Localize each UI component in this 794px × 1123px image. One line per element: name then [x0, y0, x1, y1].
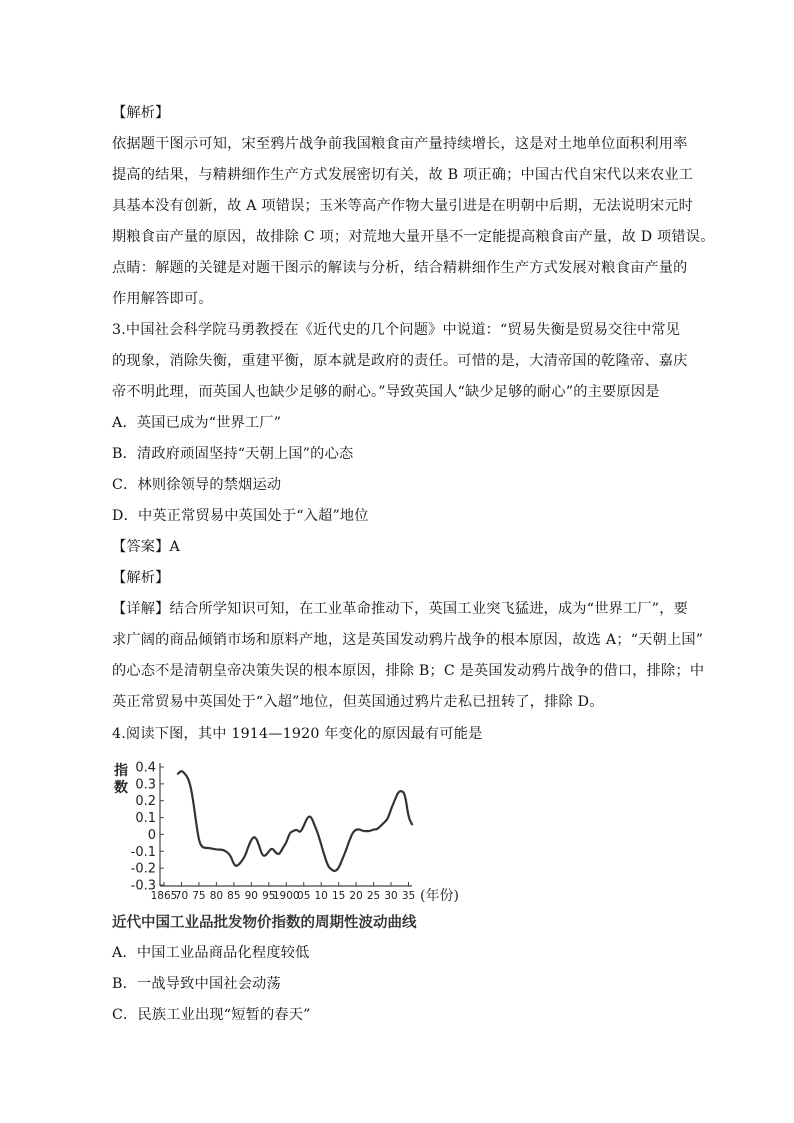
y-axis-label: 数	[114, 780, 128, 796]
option-line: A．中国工业品商品化程度较低	[112, 945, 310, 961]
text-line: 【答案】A	[112, 539, 180, 555]
x-tick-label: 70	[174, 890, 189, 902]
x-tick-label: 95	[262, 890, 276, 902]
y-tick-label: -0.2	[130, 861, 156, 877]
chart-svg	[112, 755, 472, 935]
text-line: 点睛：解题的关键是对题干图示的解读与分析，结合精耕细作生产方式发展对粮食亩产量的	[112, 260, 688, 276]
x-tick-label: 75	[192, 890, 206, 902]
x-tick-label: 30	[384, 890, 398, 902]
text-line: 求广阔的商品倾销市场和原料产地，这是英国发动鸦片战争的根本原因，故选 A；“天朝上国”	[112, 632, 704, 648]
price-index-chart	[112, 755, 472, 935]
x-tick-label: 90	[244, 890, 259, 902]
text-line: 【解析】	[112, 105, 170, 121]
y-tick-label: 0.1	[135, 811, 156, 827]
text-line: 提高的结果，与精耕细作生产方式发展密切有关，故 B 项正确；中国古代自宋代以来农业工	[112, 167, 694, 183]
x-tick-label: 1865	[150, 890, 178, 902]
series-line	[178, 771, 412, 871]
text-line: 作用解答即可。	[112, 291, 213, 307]
option-line: C．民族工业出现“短暂的春天”	[112, 1007, 311, 1023]
x-tick-label: 10	[314, 890, 328, 902]
option-line: B．一战导致中国社会动荡	[112, 976, 281, 992]
y-tick-label: 0	[147, 827, 156, 843]
x-tick-label: 20	[349, 890, 363, 902]
y-tick-label: 0.3	[135, 777, 156, 793]
x-tick-label: 35	[401, 890, 416, 902]
text-line: 具基本没有创新，故 A 项错误；玉米等高产作物大量引进是在明朝中后期，无法说明宋元时	[112, 198, 693, 214]
x-tick-label: 80	[209, 890, 224, 902]
text-line: D．中英正常贸易中英国处于“入超”地位	[112, 508, 369, 524]
text-line: 的心态不是清朝皇帝决策失误的根本原因，排除 B；C 是英国发动鸦片战争的借口，排除；中	[112, 663, 705, 679]
text-line: 的现象，消除失衡，重建平衡，原本就是政府的责任。可惜的是，大清帝国的乾隆帝、嘉庆	[112, 353, 688, 369]
x-tick-label: 25	[366, 890, 381, 902]
y-tick-label: 0.2	[135, 794, 156, 810]
chart-title: 近代中国工业品批发物价指数的周期性波动曲线	[112, 914, 417, 931]
text-line: A．英国已成为“世界工厂”	[112, 415, 282, 431]
y-tick-label: 0.4	[135, 760, 156, 776]
x-tick-label: 85	[227, 890, 241, 902]
y-tick-label: -0.3	[130, 878, 156, 894]
text-line: 英正常贸易中英国处于“入超”地位，但英国通过鸦片走私已扭转了，排除 D。	[112, 694, 604, 710]
y-tick-label: -0.1	[130, 844, 156, 860]
y-axis-label: 指	[114, 763, 128, 779]
text-line: 帝不明此理，而英国人也缺少足够的耐心。”导致英国人“缺少足够的耐心”的主要原因是	[112, 384, 660, 400]
text-line: 【详解】结合所学知识可知，在工业革命推动下，英国工业突飞猛进，成为“世界工厂”，要	[112, 601, 689, 617]
text-line: 3.中国社会科学院马勇教授在《近代史的几个问题》中说道：“贸易失衡是贸易交往中常见	[112, 322, 681, 338]
text-line: C．林则徐领导的禁烟运动	[112, 477, 282, 493]
x-axis-unit: (年份)	[420, 888, 459, 904]
text-line: 【解析】	[112, 570, 170, 586]
text-line: 4.阅读下图，其中 1914—1920 年变化的原因最有可能是	[112, 726, 483, 742]
text-line: 依据题干图示可知，宋至鸦片战争前我国粮食亩产量持续增长，这是对土地单位面积利用率	[112, 136, 688, 152]
text-line: 期粮食亩产量的原因，故排除 C 项；对荒地大量开垦不一定能提高粮食亩产量，故 D 项错误。	[112, 229, 715, 245]
x-tick-label: 1900	[272, 890, 300, 902]
text-line: B．清政府顽固坚持“天朝上国”的心态	[112, 446, 354, 462]
x-tick-label: 15	[331, 890, 346, 902]
x-tick-label: 05	[297, 890, 311, 902]
